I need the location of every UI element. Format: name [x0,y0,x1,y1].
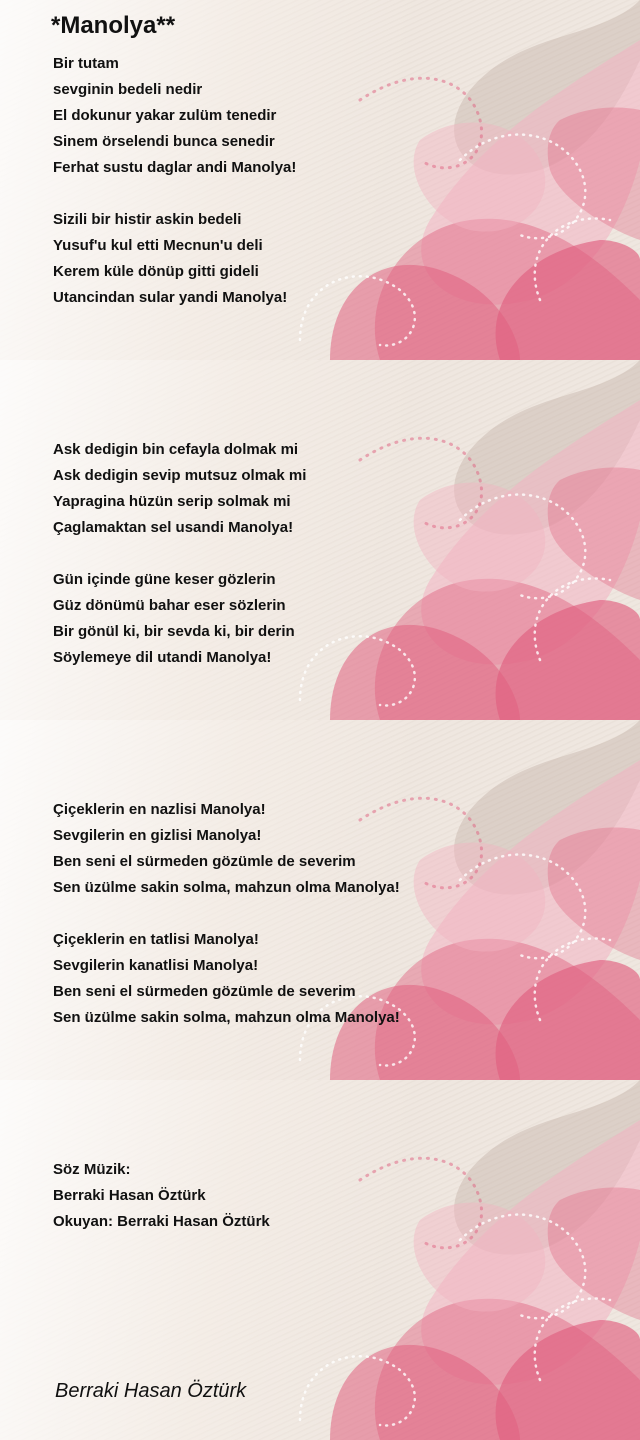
poem-line: Yusuf'u kul etti Mecnun'u deli [53,237,263,254]
poem-line: Bir tutam [53,55,119,72]
poem-line: Ask dedigin bin cefayla dolmak mi [53,441,299,458]
poem-line: Sevgilerin en gizlisi Manolya! [53,827,262,844]
credit-line: Söz Müzik: [53,1161,131,1178]
poem-line: Güz dönümü bahar eser sözlerin [53,597,286,614]
author-signature: Berraki Hasan Öztürk [55,1380,247,1402]
poem-line: Sevgilerin kanatlisi Manolya! [53,957,259,974]
poem-line: Bir gönül ki, bir sevda ki, bir derin [53,623,295,640]
poem-line: Ben seni el sürmeden gözümle de severim [53,853,356,870]
poem-line: Utancindan sular yandi Manolya! [53,289,288,306]
poem-line: Kerem küle dönüp gitti gideli [53,263,259,280]
stanza [53,51,296,181]
poem-line: Sen üzülme sakin solma, mahzun olma Manolya! [53,879,400,896]
stanza [53,207,287,311]
poem-line: Çiçeklerin en tatlisi Manolya! [53,931,259,948]
credit-line: Okuyan: Berraki Hasan Öztürk [53,1213,270,1230]
poem-line: Ask dedigin sevip mutsuz olmak mi [53,467,307,484]
poem-line: Çiçeklerin en nazlisi Manolya! [53,801,266,818]
poem-line: Sinem örselendi bunca senedir [53,133,275,150]
stanza [53,437,306,541]
poem-line: Yapragina hüzün serip solmak mi [53,493,291,510]
credit-line: Berraki Hasan Öztürk [53,1187,206,1204]
poem-line: Gün içinde güne keser gözlerin [53,571,276,588]
poem-line: Ferhat sustu daglar andi Manolya! [53,159,297,176]
poem-line: sevginin bedeli nedir [53,81,203,98]
poem-title: *Manolya** [51,12,176,39]
poem-line: Sizili bir histir askin bedeli [53,211,242,228]
poem-line: Sen üzülme sakin solma, mahzun olma Manolya! [53,1009,400,1026]
stanza [53,797,400,901]
stanza [53,927,400,1031]
poem-line: Söylemeye dil utandi Manolya! [53,649,272,666]
poem-line: El dokunur yakar zulüm tenedir [53,107,277,124]
poem-line: Ben seni el sürmeden gözümle de severim [53,983,356,1000]
poem-line: Çaglamaktan sel usandi Manolya! [53,519,294,536]
stanza [53,567,295,671]
credits [53,1157,270,1235]
